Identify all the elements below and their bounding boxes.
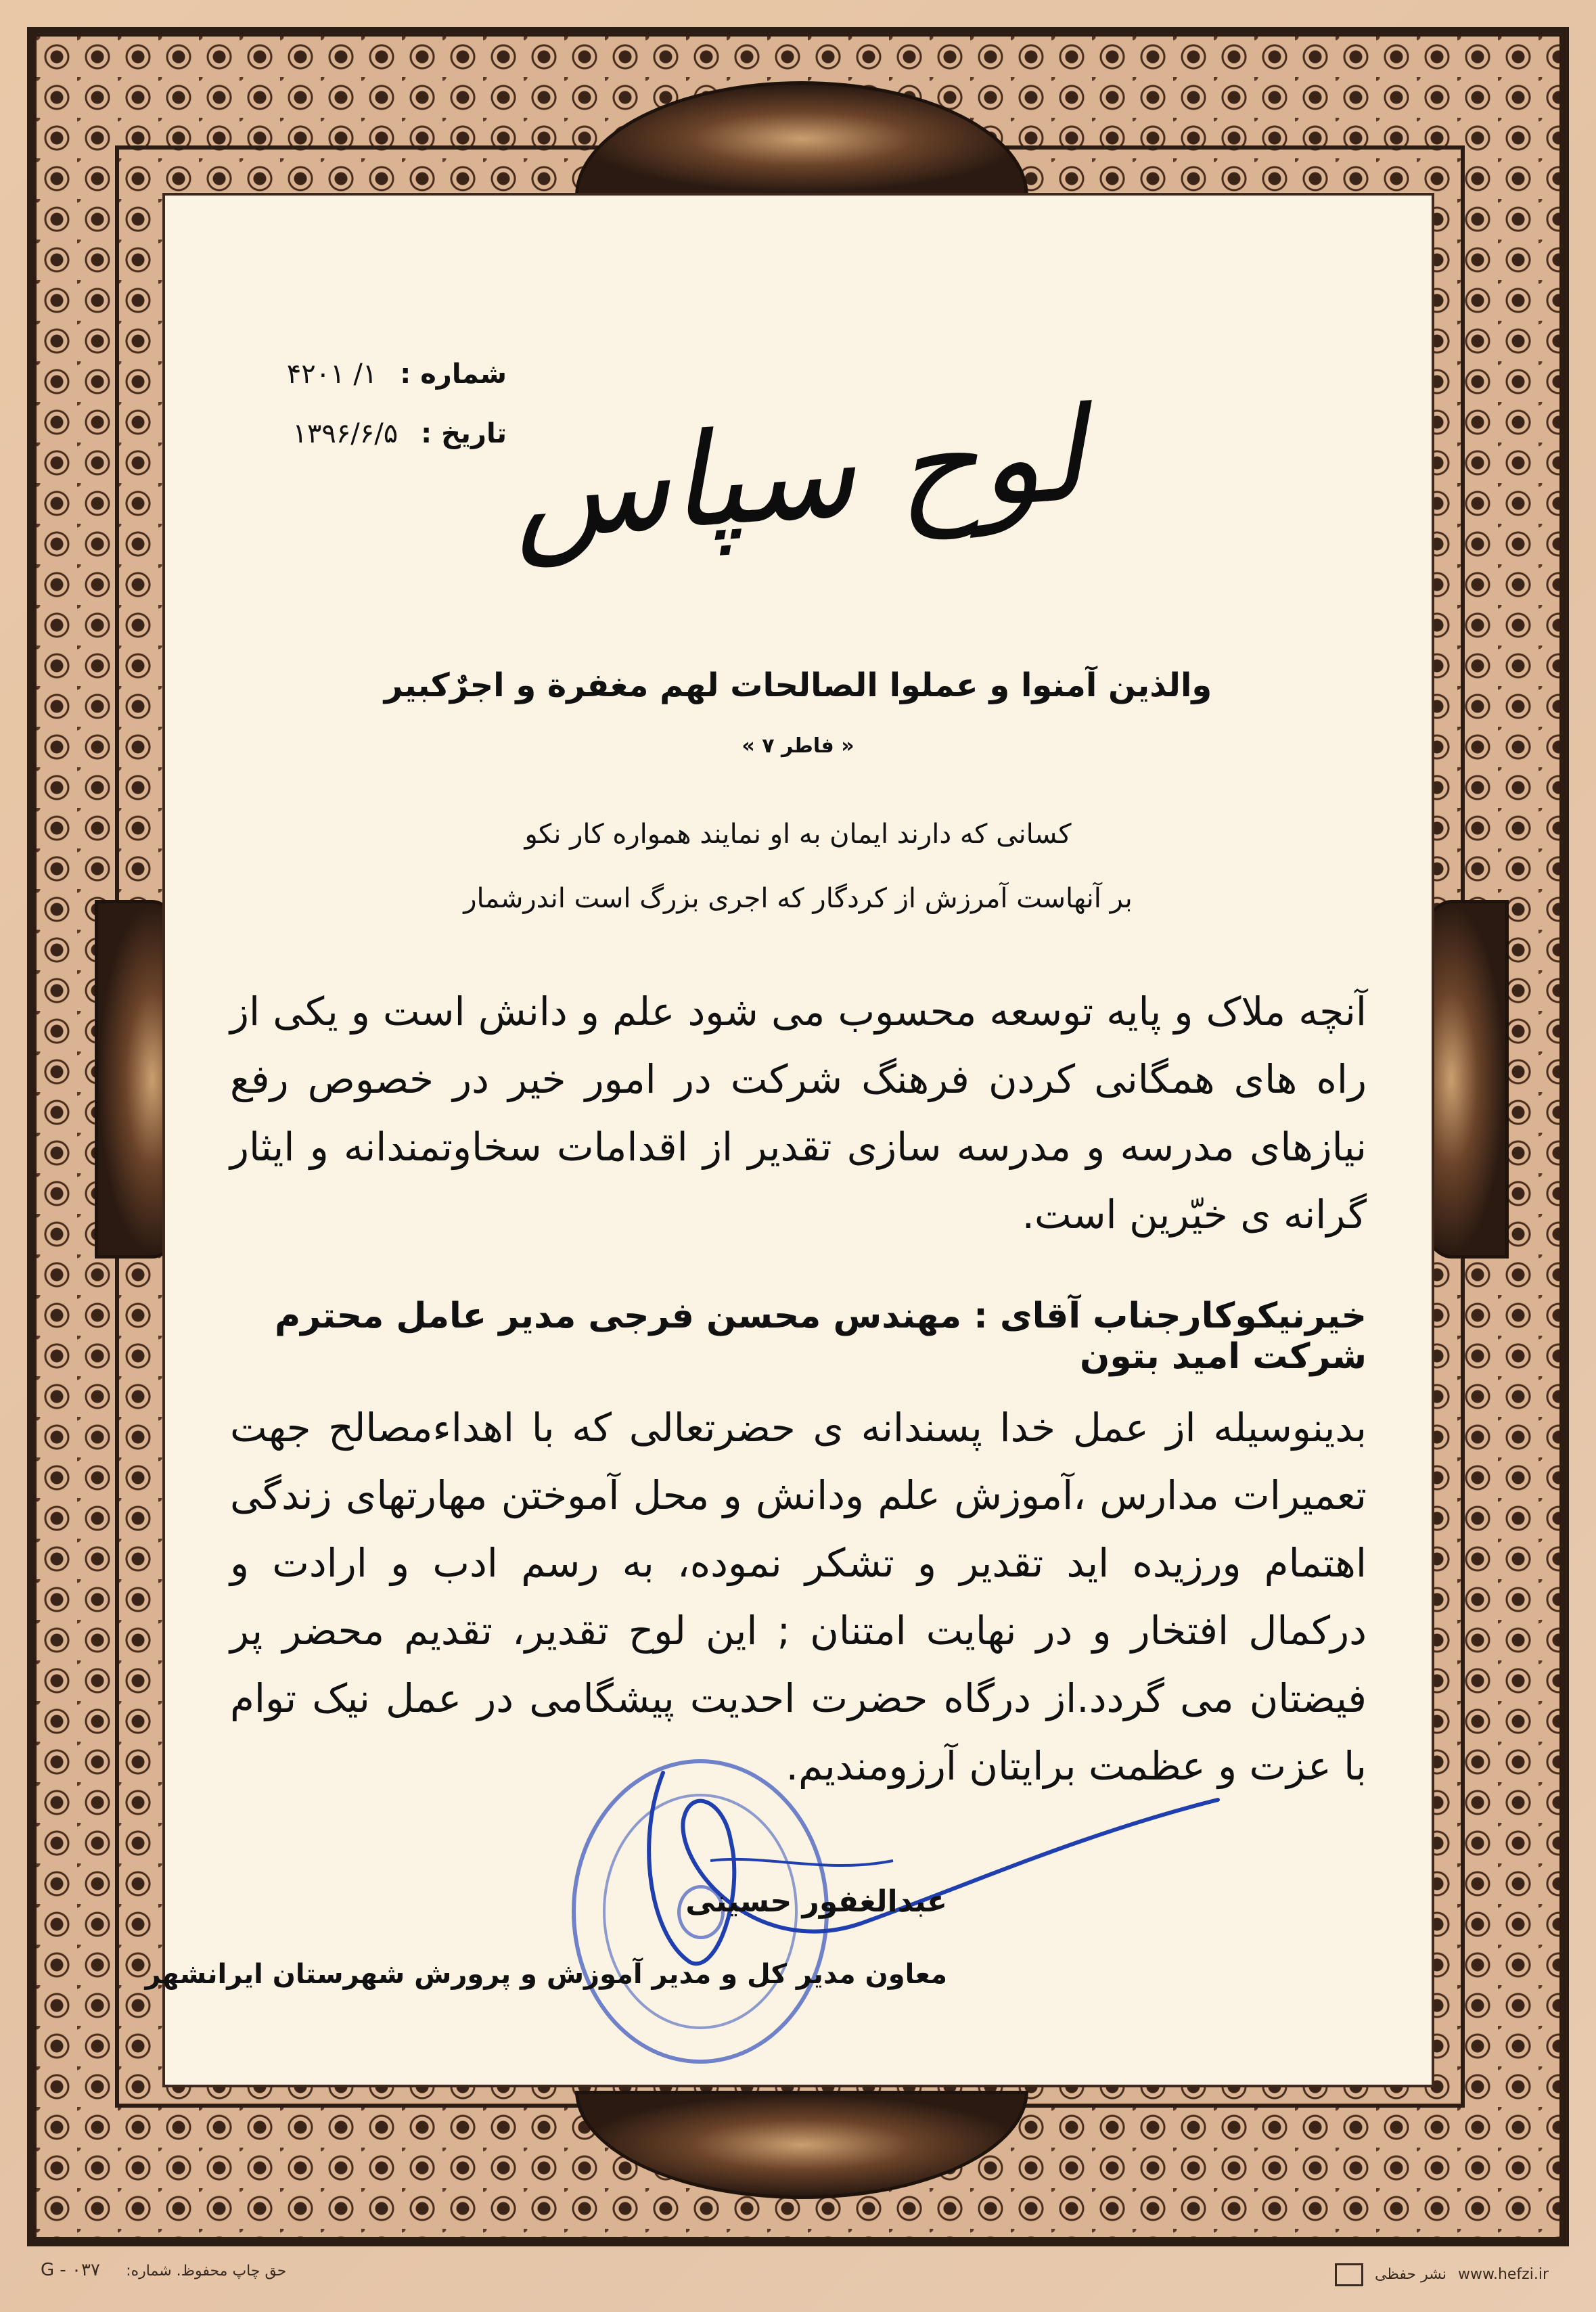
letter-number [287, 359, 507, 390]
poem-line-1: کسانی که دارند ایمان به او نمایند همواره کار نکو [524, 819, 1072, 850]
date-label: تاریخ : [421, 418, 507, 449]
publisher-url: www.hefzi.ir [1458, 2266, 1549, 2283]
rights-notice: حق چاپ محفوظ. شماره: [126, 2263, 287, 2280]
publisher-name: نشر حفظی [1375, 2266, 1446, 2283]
number-label: شماره : [400, 359, 507, 390]
date-value: ۱۳۹۶/۶/۵ [292, 418, 398, 449]
handwritten-signature [609, 1759, 1285, 1976]
poem-line-2: بر آنهاست آمرزش از کردگار که اجری بزرگ است اندرشمار [463, 883, 1133, 914]
body-paragraph-1: آنچه ملاک و پایه توسعه محسوب می شود علم و دانش است و یکی از راه های همگانی کردن فرهنگ شرکت در امور خیر در خصوص رفع نیازهای مدرسه و مدرسه سازی تقدیر از اقدامات سخاوتمندانه و ایثار گرانه ی خیّرین است. [230, 989, 1367, 1238]
honoree-line: خیرنیکوکارجناب آقای : مهندس محسن فرجی مدیر عامل محترم شرکت امید بتون [274, 1296, 1367, 1377]
signer-name: عبدالغفور حسینی [685, 1884, 947, 1919]
signer-title: معاون مدیر کل و مدیر آموزش و پرورش شهرستان ایرانشهر [145, 1959, 947, 1990]
verse-reference: « فاطر ۷ » [742, 734, 854, 758]
footer-right [1335, 2263, 1549, 2286]
form-code: G - ۰۳۷ [41, 2260, 100, 2280]
body-paragraph-2: بدینوسیله از عمل خدا پسندانه ی حضرتعالی که با اهداءمصالح جهت تعمیرات مدارس ،آموزش علم ودانش و محل آموختن مهارتهای زندگی اهتمام ورزیده اید تقدیر و تشکر نموده، به رسم ادب و ارادت و درکمال افتخار و در نهایت امتنان ; این لوح تقدیر، تقدیم محضر پر فیضتان می گردد.از درگاه حضرت احدیت پیشگامی در عمل نیک توام با عزت و عظمت برایتان آرزومندیم. [230, 1405, 1367, 1789]
number-value: ۱/ ۴۲۰۱ [286, 359, 378, 390]
footer-left [41, 2260, 286, 2280]
certificate-title: لوح سپاس [507, 379, 1089, 569]
publisher-logo-icon [1335, 2263, 1363, 2286]
quran-verse: والذین آمنوا و عملوا الصالحات لهم مغفرة و اجرٌکبیر [384, 666, 1212, 704]
